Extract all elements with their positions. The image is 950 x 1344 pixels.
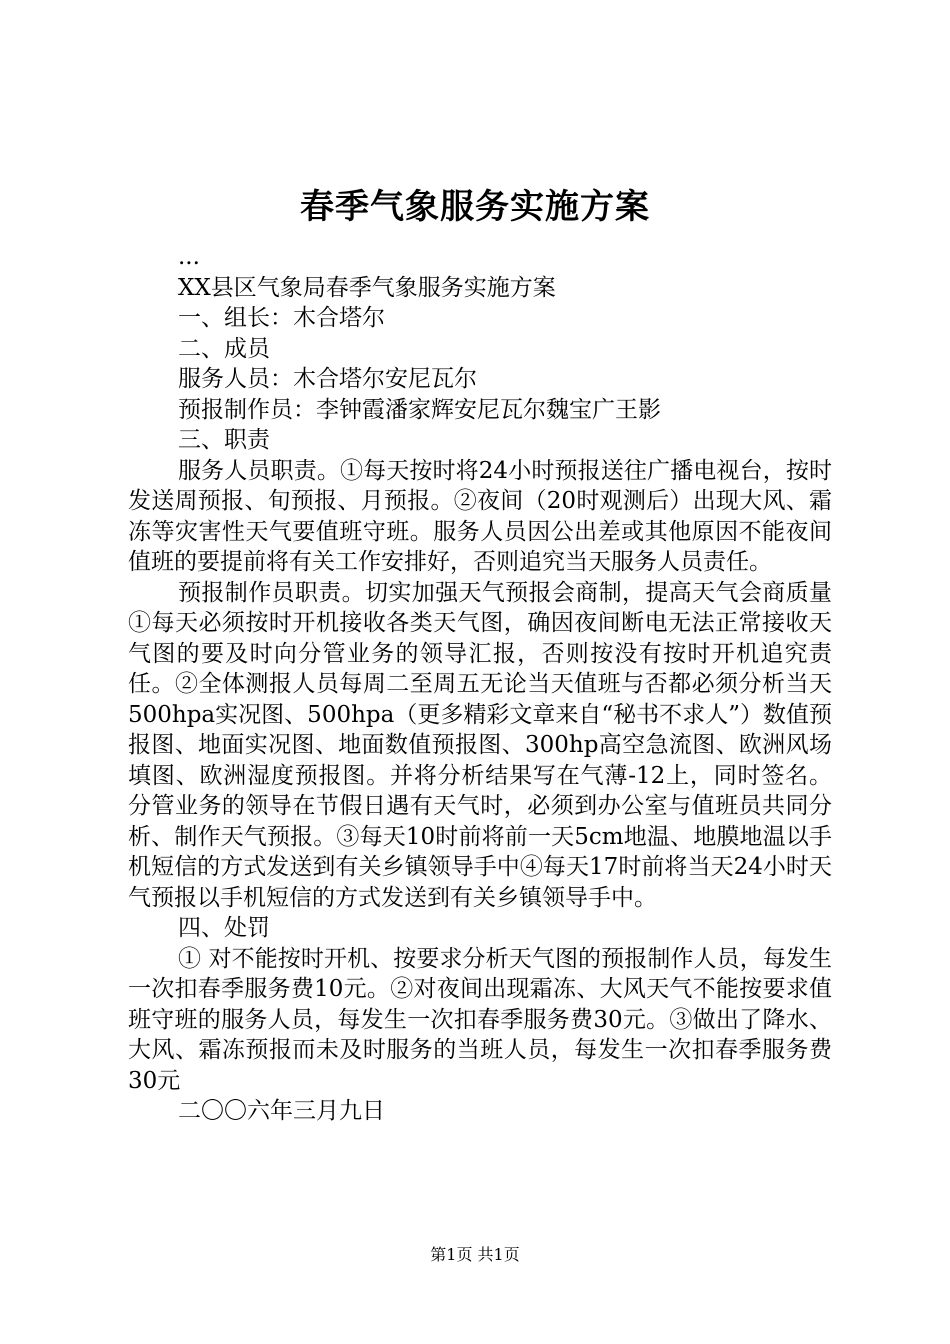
document-title: 春季气象服务实施方案	[300, 187, 650, 227]
forecast-duties-paragraph: 预报制作员职责。切实加强天气预报会商制，提高天气会商质量①每天必须按时开机接收各类天气图，确因夜间断电无法正常接收天气图的要及时向分管业务的领导汇报，否则按没有按时开机追究责任。②全体测报人员每周二至周五无论当天值班与否都必须分析当天500hpa实况图、500hpa（更多精彩文章来自“秘书不求人”）数值预报图、地面实况图、地面数值预报图、300hp高空急流图、欧洲风场填图、欧洲湿度预报图。并将分析结果写在气薄-12上，同时签名。分管业务的领导在节假日遇有天气时，必须到办公室与值班员共同分析、制作天气预报。③每天10时前将前一天5cm地温、地膜地温以手机短信的方式发送到有关乡镇领导手中④每天17时前将当天24小时天气预报以手机短信的方式发送到有关乡镇领导手中。	[128, 579, 832, 911]
service-staff-line: 服务人员：木合塔尔安尼瓦尔	[178, 366, 477, 392]
forecast-staff-line: 预报制作员：李钟霞潘家辉安尼瓦尔魏宝广王影	[178, 396, 661, 423]
penalties-paragraph: ① 对不能按时开机、按要求分析天气图的预报制作人员，每发生一次扣春季服务费10元。②对夜间出现霜冻、大风天气不能按要求值班守班的服务人员，每发生一次扣春季服务费30元。③做出了降水、大风、霜冻预报而未及时服务的当班人员，每发生一次扣春季服务费30元	[128, 945, 832, 1094]
section-members-heading: 二、成员	[178, 335, 270, 362]
service-duties-paragraph: 服务人员职责。①每天按时将24小时预报送往广播电视台，按时发送周预报、旬预报、月预报。②夜间（20时观测后）出现大风、霜冻等灾害性天气要值班守班。服务人员因公出差或其他原因不能夜间值班的要提前将有关工作安排好，否则追究当天服务人员责任。	[128, 457, 832, 575]
section-leader: 一、组长：木合塔尔	[178, 305, 385, 331]
document-date: 二〇〇六年三月九日	[178, 1098, 385, 1124]
section-penalties-heading: 四、处罚	[178, 915, 270, 941]
section-duties-heading: 三、职责	[178, 427, 270, 453]
page-number-footer: 第1页 共1页	[430, 1245, 520, 1264]
document-body	[128, 242, 832, 1127]
ellipsis-line: ...	[178, 244, 200, 270]
subtitle-line: XX县区气象局春季气象服务实施方案	[178, 274, 556, 301]
